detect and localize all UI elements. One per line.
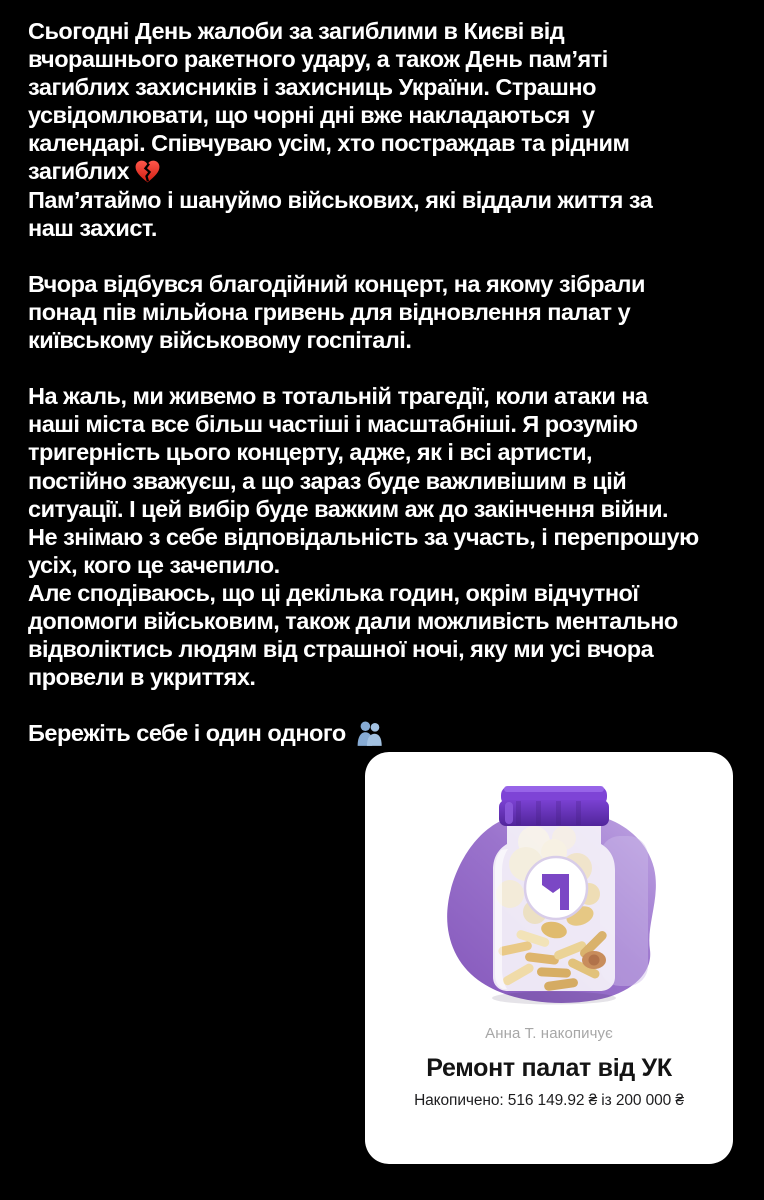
story-line	[28, 410, 748, 438]
story-line-text: ситуації. І цей вибір буде важким аж до закінчення війни.	[28, 495, 669, 522]
story-line	[28, 663, 748, 691]
jar-lid	[499, 786, 609, 826]
story-line	[28, 186, 748, 214]
jar-owner-label: Анна Т. накопичує	[485, 1025, 613, 1042]
story-line-text: Не знімаю з себе відповідальність за участь, і перепрошую	[28, 523, 699, 550]
story-line	[28, 242, 748, 270]
story-line-text: вчорашнього ракетного удару, а також День пам’яті	[28, 46, 608, 73]
story-line	[28, 719, 748, 747]
story-line	[28, 523, 748, 551]
story-line	[28, 73, 748, 101]
story-line	[28, 157, 748, 185]
story-line	[28, 495, 748, 523]
story-line-text: Сьогодні День жалоби за загиблими в Києві від	[28, 18, 565, 44]
story-line	[28, 607, 748, 635]
story-line-text: Бережіть себе і один одного	[28, 720, 346, 747]
jar-title: Ремонт палат від УК	[426, 1054, 672, 1082]
story-line-text: Пам’ятаймо і шануймо військових, які віддали життя за	[28, 186, 653, 213]
story-line-text: тригерність цього концерту, адже, як і всі артисти,	[28, 439, 593, 466]
story-line	[28, 354, 748, 382]
story-line-text: усіх, кого це зачепило.	[28, 551, 280, 578]
story-line-text: На жаль, ми живемо в тотальній трагедії, коли атаки на	[28, 383, 648, 410]
story-line	[28, 438, 748, 466]
story-line	[28, 635, 748, 663]
story-line-text: допомоги військовим, також дали можливість ментально	[28, 607, 678, 634]
story-line-text: Але сподіваюсь, що ці декілька годин, окрім відчутної	[28, 579, 639, 606]
story-line	[28, 551, 748, 579]
story-line-text: календарі. Співчуваю усім, хто постраждав та рідним	[28, 130, 630, 157]
story-text-block	[28, 17, 748, 747]
jar-amount-line: Накопичено: 516 149.92 ₴ із 200 000 ₴	[414, 1092, 684, 1109]
story-line-text: провели в укриттях.	[28, 664, 256, 691]
story-line-text: загиблих захисників і захисниць України. Страшно	[28, 74, 596, 101]
story-line	[28, 45, 748, 73]
story-line-text: понад пів мільйона гривень для відновлення палат у	[28, 298, 631, 325]
story-line	[28, 129, 748, 157]
story-line-text: відволіктись людям від страшної ночі, яку ми усі вчора	[28, 636, 654, 663]
story-line	[28, 691, 748, 719]
jar-illustration	[404, 764, 694, 1016]
people-hugging-icon	[354, 719, 385, 748]
story-line	[28, 467, 748, 495]
story-line	[28, 298, 748, 326]
story-line-text: Вчора відбувся благодійний концерт, на якому зібрали	[28, 270, 645, 297]
story-line-text: загиблих	[28, 158, 130, 185]
story-line-text: київському військовому госпіталі.	[28, 327, 412, 354]
story-line-text: постійно зважуєш, а що зараз буде важливішим в цій	[28, 467, 627, 494]
broken-heart-icon	[134, 159, 161, 184]
story-line	[28, 101, 748, 129]
story-line	[28, 17, 748, 45]
story-line-text: усвідомлювати, що чорні дні вже накладаються у	[28, 102, 595, 129]
story-line	[28, 214, 748, 242]
story-line-text: наш захист.	[28, 214, 157, 241]
story-line-text: наші міста все більш частіші і масштабніші. Я розумію	[28, 411, 638, 438]
story-line	[28, 382, 748, 410]
donation-card[interactable]	[365, 752, 733, 1164]
story-line	[28, 270, 748, 298]
story-line	[28, 326, 748, 354]
story-line	[28, 579, 748, 607]
